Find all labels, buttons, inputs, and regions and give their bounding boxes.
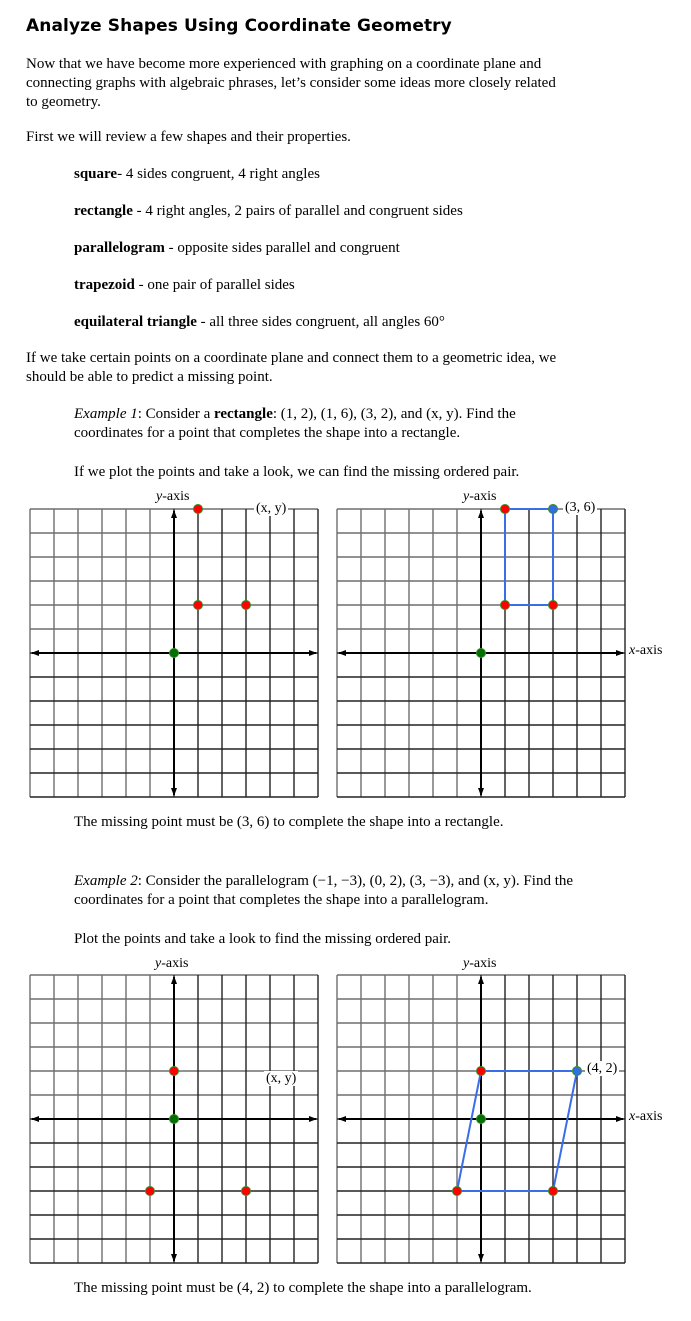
y-axis-label: y-axis — [155, 956, 189, 971]
given-point — [194, 505, 203, 514]
intro-line: to geometry. — [26, 94, 101, 110]
y-axis-label: y-axis — [463, 489, 497, 504]
answer-point — [549, 505, 558, 514]
predict-line: If we take certain points on a coordinate plane and connect them to a geometric idea, we — [26, 350, 557, 366]
origin-point — [477, 1115, 486, 1124]
given-point — [549, 1187, 558, 1196]
answer-point-label: (3, 6) — [565, 500, 596, 515]
given-point — [146, 1187, 155, 1196]
unknown-point-label: (x, y) — [266, 1071, 297, 1086]
y-axis-label: y-axis — [156, 489, 190, 504]
origin-point — [170, 649, 179, 658]
shape-term: trapezoid — [74, 277, 135, 293]
example2-conclusion: The missing point must be (4, 2) to complete the shape into a parallelogram. — [74, 1280, 532, 1296]
x-axis-label: x-axis — [629, 643, 663, 658]
example1-lead: If we plot the points and take a look, we can find the missing ordered pair. — [74, 464, 520, 480]
origin-point — [477, 649, 486, 658]
origin-point — [170, 1115, 179, 1124]
review-lead: First we will review a few shapes and their properties. — [26, 129, 351, 145]
intro-line: connecting graphs with algebraic phrases, let’s consider some ideas more closely related — [26, 75, 556, 91]
y-axis-label: y-axis — [463, 956, 497, 971]
unknown-point-label: (x, y) — [256, 501, 287, 516]
shape-desc: - 4 right angles, 2 pairs of parallel and congruent sides — [132, 203, 463, 219]
example2-statement — [74, 872, 573, 910]
shape-term: square — [74, 166, 118, 182]
given-point — [477, 1067, 486, 1076]
example-line: coordinates for a point that completes the shape into a rectangle. — [74, 425, 461, 441]
given-point — [549, 601, 558, 610]
x-axis-label: x-axis — [629, 1109, 663, 1124]
shape-desc: - all three sides congruent, all angles 60° — [196, 314, 445, 330]
example-shape: rectangle — [213, 406, 273, 422]
given-point — [501, 601, 510, 610]
answer-point — [573, 1067, 582, 1076]
given-point — [170, 1067, 179, 1076]
given-point — [453, 1187, 462, 1196]
example-points: : (1, 2), (1, 6), (3, 2), and (x, y). Find the — [272, 406, 516, 422]
given-point — [501, 505, 510, 514]
page-title: Analyze Shapes Using Coordinate Geometry — [26, 16, 452, 36]
answer-point-label: (4, 2) — [587, 1061, 618, 1076]
example-label: Example 2 — [74, 873, 138, 889]
shape-term: rectangle — [74, 203, 133, 219]
example-label: Example 1 — [74, 406, 138, 422]
given-point — [194, 601, 203, 610]
example-text: : Consider a — [137, 406, 214, 422]
example1-conclusion: The missing point must be (3, 6) to complete the shape into a rectangle. — [74, 814, 504, 830]
given-point — [242, 601, 251, 610]
intro-line: Now that we have become more experienced with graphing on a coordinate plane and — [26, 56, 542, 72]
example2-lead: Plot the points and take a look to find the missing ordered pair. — [74, 931, 452, 947]
given-point — [242, 1187, 251, 1196]
shape-term: parallelogram — [74, 240, 165, 256]
shape-term: equilateral triangle — [74, 314, 197, 330]
shape-desc: - opposite sides parallel and congruent — [164, 240, 400, 256]
example-line: coordinates for a point that completes the shape into a parallelogram. — [74, 892, 489, 908]
shape-desc: - 4 sides congruent, 4 right angles — [117, 166, 320, 182]
predict-line: should be able to predict a missing point. — [26, 369, 273, 385]
example-text: : Consider the parallelogram (−1, −3), (0, 2), (3, −3), and (x, y). Find the — [137, 873, 574, 889]
shape-desc: - one pair of parallel sides — [134, 277, 295, 293]
